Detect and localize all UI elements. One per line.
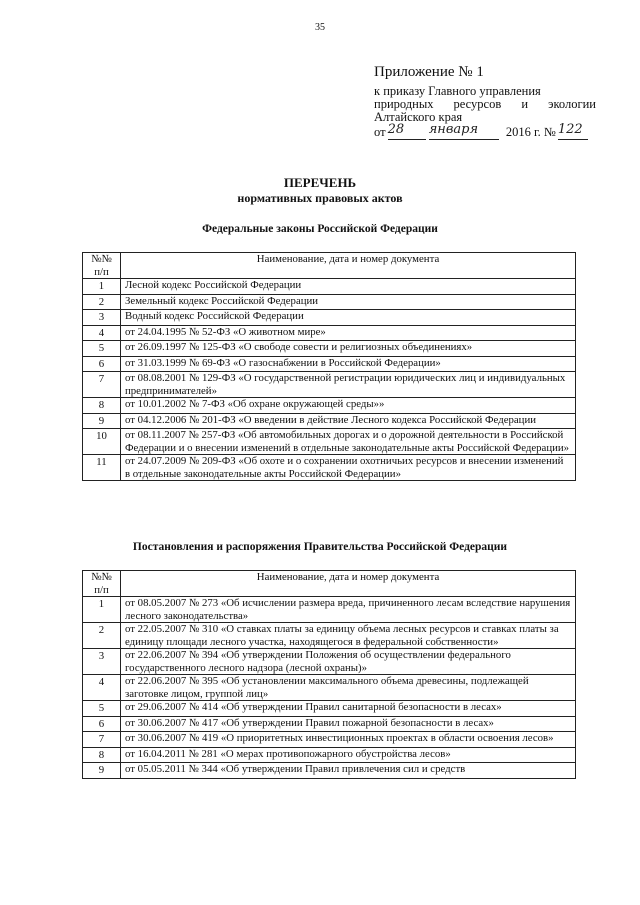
- table-row: [83, 747, 576, 763]
- document-name: от 24.04.1995 № 52-ФЗ «О животном мире»: [121, 325, 576, 341]
- document-name: от 22.06.2007 № 395 «Об установлении максимального объема древесины, подлежащей заготовке лицом, группой лиц»: [121, 675, 576, 701]
- column-header-number: №№ п/п: [83, 571, 121, 597]
- year-number-text: 2016 г. №: [505, 125, 556, 139]
- table-row: [83, 398, 576, 414]
- document-name: от 30.06.2007 № 419 «О приоритетных инвестиционных проектах в области освоения лесов»: [121, 732, 576, 748]
- document-name: от 24.07.2009 № 209-ФЗ «Об охоте и о сохранении охотничьих ресурсов и внесении изменений в отдельные законодательные акты Российской Федерации»: [121, 455, 576, 481]
- table-row: [83, 310, 576, 326]
- table-row: [83, 429, 576, 455]
- order-line-2: природных ресурсов и экологии: [374, 97, 596, 111]
- table-row: [83, 597, 576, 623]
- table-row: [83, 325, 576, 341]
- handwritten-order-number: 122: [558, 126, 588, 140]
- section-heading-government-decrees: Постановления и распоряжения Правительства Российской Федерации: [132, 541, 508, 553]
- document-name: от 05.05.2011 № 344 «Об утверждении Правил привлечения сил и средств: [121, 763, 576, 779]
- row-number: 7: [83, 372, 121, 398]
- document-name: от 22.06.2007 № 394 «Об утверждении Положения об осуществлении федерального государственного лесного надзора (лесной охраны)»: [121, 649, 576, 675]
- column-header-name: Наименование, дата и номер документа: [121, 571, 576, 597]
- row-number: 7: [83, 732, 121, 748]
- table-row: [83, 356, 576, 372]
- table-row: [83, 372, 576, 398]
- handwritten-day: 28: [388, 126, 426, 140]
- row-number: 5: [83, 701, 121, 717]
- row-number: 4: [83, 325, 121, 341]
- table-row: [83, 675, 576, 701]
- document-name: от 26.09.1997 № 125-ФЗ «О свободе совести и религиозных объединениях»: [121, 341, 576, 357]
- row-number: 8: [83, 398, 121, 414]
- table-row: [83, 701, 576, 717]
- order-line-1: к приказу Главного управления: [374, 84, 541, 98]
- table-row: [83, 455, 576, 481]
- row-number: 2: [83, 294, 121, 310]
- document-name: от 29.06.2007 № 414 «Об утверждении Правил санитарной безопасности в лесах»: [121, 701, 576, 717]
- government-decrees-table: [82, 570, 576, 779]
- document-name: от 08.11.2007 № 257-ФЗ «Об автомобильных дорогах и о дорожной деятельности в Российской Федерации и о внесении изменений в отдельные законодательные акты Российской Федерации»: [121, 429, 576, 455]
- table-row: [83, 732, 576, 748]
- section-heading-federal-laws: Федеральные законы Российской Федерации: [202, 223, 438, 235]
- document-title: ПЕРЕЧЕНЬ: [283, 175, 357, 190]
- table-row: [83, 649, 576, 675]
- table-row: [83, 716, 576, 732]
- document-name: от 16.04.2011 № 281 «О мерах противопожарного обустройства лесов»: [121, 747, 576, 763]
- table-row: [83, 279, 576, 295]
- document-name: от 10.01.2002 № 7-ФЗ «Об охране окружающей среды»»: [121, 398, 576, 414]
- row-number: 9: [83, 763, 121, 779]
- row-number: 6: [83, 716, 121, 732]
- row-number: 1: [83, 279, 121, 295]
- row-number: 6: [83, 356, 121, 372]
- order-date-line: [374, 122, 588, 140]
- table-row: [83, 341, 576, 357]
- appendix-label: Приложение № 1: [374, 64, 484, 80]
- row-number: 11: [83, 455, 121, 481]
- document-name: от 31.03.1999 № 69-ФЗ «О газоснабжении в Российской Федерации»: [121, 356, 576, 372]
- date-prefix: от: [374, 125, 386, 139]
- document-name: от 04.12.2006 № 201-ФЗ «О введении в действие Лесного кодекса Российской Федерации: [121, 413, 576, 429]
- table-row: [83, 294, 576, 310]
- document-name: от 22.05.2007 № 310 «О ставках платы за единицу объема лесных ресурсов и ставках платы за единицу площади лесного участка, находящегося в федеральной собственности»: [121, 623, 576, 649]
- federal-laws-table: [82, 252, 576, 481]
- document-name: Лесной кодекс Российской Федерации: [121, 279, 576, 295]
- row-number: 8: [83, 747, 121, 763]
- document-subtitle: нормативных правовых актов: [237, 191, 403, 205]
- order-line-3: Алтайского края: [374, 110, 463, 124]
- document-name: Земельный кодекс Российской Федерации: [121, 294, 576, 310]
- handwritten-month: января: [429, 126, 499, 140]
- table-row: [83, 413, 576, 429]
- row-number: 10: [83, 429, 121, 455]
- document-name: от 08.08.2001 № 129-ФЗ «О государственной регистрации юридических лиц и индивидуальных предпринимателей»: [121, 372, 576, 398]
- table-row: [83, 763, 576, 779]
- page-number: 35: [315, 22, 325, 33]
- row-number: 1: [83, 597, 121, 623]
- row-number: 3: [83, 310, 121, 326]
- column-header-number: №№ п/п: [83, 253, 121, 279]
- column-header-name: Наименование, дата и номер документа: [121, 253, 576, 279]
- document-name: Водный кодекс Российской Федерации: [121, 310, 576, 326]
- row-number: 3: [83, 649, 121, 675]
- table-row: [83, 623, 576, 649]
- row-number: 9: [83, 413, 121, 429]
- document-name: от 30.06.2007 № 417 «Об утверждении Правил пожарной безопасности в лесах»: [121, 716, 576, 732]
- document-name: от 08.05.2007 № 273 «Об исчислении размера вреда, причиненного лесам вследствие нарушения лесного законодательства»: [121, 597, 576, 623]
- row-number: 2: [83, 623, 121, 649]
- row-number: 5: [83, 341, 121, 357]
- row-number: 4: [83, 675, 121, 701]
